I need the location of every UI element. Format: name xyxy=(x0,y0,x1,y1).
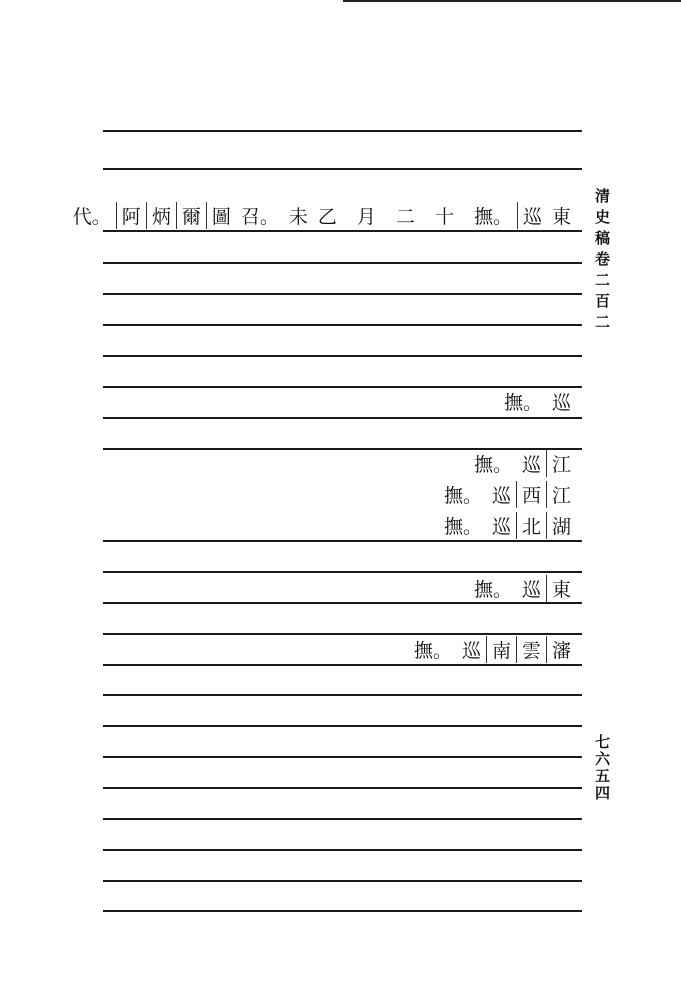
cell-text: 召。 xyxy=(240,205,279,228)
cell-text: 撫。 xyxy=(503,391,542,414)
cell-text: 撫。 xyxy=(413,639,452,662)
cell-text: 阿 xyxy=(116,202,146,229)
rule-line xyxy=(103,910,582,912)
table-row xyxy=(469,452,576,474)
rule-line xyxy=(103,725,582,727)
rule-line xyxy=(103,168,582,170)
rule-line xyxy=(103,756,582,758)
table-row xyxy=(409,638,576,660)
cell-text: 北 xyxy=(516,512,546,539)
cell-text: 爾 xyxy=(176,202,206,229)
cell-text: 巡 xyxy=(461,639,481,662)
cell-text: 湖 xyxy=(546,512,576,539)
cell-text: 撫。 xyxy=(473,205,512,228)
cell-text: 江 xyxy=(546,450,576,477)
cell-text: 巡 xyxy=(551,391,571,414)
cell-text: 東 xyxy=(546,575,576,602)
page-number: 七六五四 xyxy=(593,734,611,802)
cell-text: 雲 xyxy=(516,636,546,663)
table-row xyxy=(68,204,576,226)
rule-line xyxy=(103,787,582,789)
rule-line xyxy=(103,849,582,851)
table-row xyxy=(439,514,576,536)
rule-line xyxy=(103,293,582,295)
cell-text: 乙 xyxy=(317,205,337,228)
table-row xyxy=(499,390,576,412)
rule-line xyxy=(103,355,582,357)
cell-text: 瀋 xyxy=(546,636,576,663)
cell-text: 巡 xyxy=(491,515,511,538)
side-title: 清史稿卷二百二 xyxy=(593,188,611,335)
rule-line xyxy=(103,230,582,232)
rule-line xyxy=(103,694,582,696)
cell-text: 巡 xyxy=(521,453,541,476)
cell-text: 十 xyxy=(434,205,454,228)
rule-line xyxy=(103,540,582,542)
cell-text: 月 xyxy=(356,205,376,228)
cell-text: 撫。 xyxy=(443,515,482,538)
rule-line xyxy=(103,417,582,419)
cell-text: 炳 xyxy=(146,202,176,229)
cell-text: 東 xyxy=(551,205,571,228)
cell-text: 巡 xyxy=(517,202,547,229)
rule-line xyxy=(103,571,582,573)
rule-line xyxy=(103,602,582,604)
rule-line xyxy=(103,880,582,882)
rule-line xyxy=(103,664,582,666)
rule-line xyxy=(103,818,582,820)
cell-text: 二 xyxy=(395,205,415,228)
cell-text: 代。 xyxy=(72,205,111,228)
rule-line xyxy=(103,324,582,326)
ruled-table xyxy=(72,0,582,1000)
rule-line xyxy=(103,130,582,132)
cell-text: 江 xyxy=(546,481,576,508)
cell-text: 西 xyxy=(516,481,546,508)
cell-text: 南 xyxy=(486,636,516,663)
cell-text: 撫。 xyxy=(473,453,512,476)
cell-text: 圖 xyxy=(206,202,236,229)
cell-text: 未 xyxy=(288,205,308,228)
cell-text: 巡 xyxy=(521,578,541,601)
cell-text: 撫。 xyxy=(443,484,482,507)
cell-text: 撫。 xyxy=(473,578,512,601)
table-row xyxy=(469,577,576,599)
cell-text: 巡 xyxy=(491,484,511,507)
rule-line xyxy=(103,262,582,264)
table-row xyxy=(439,483,576,505)
